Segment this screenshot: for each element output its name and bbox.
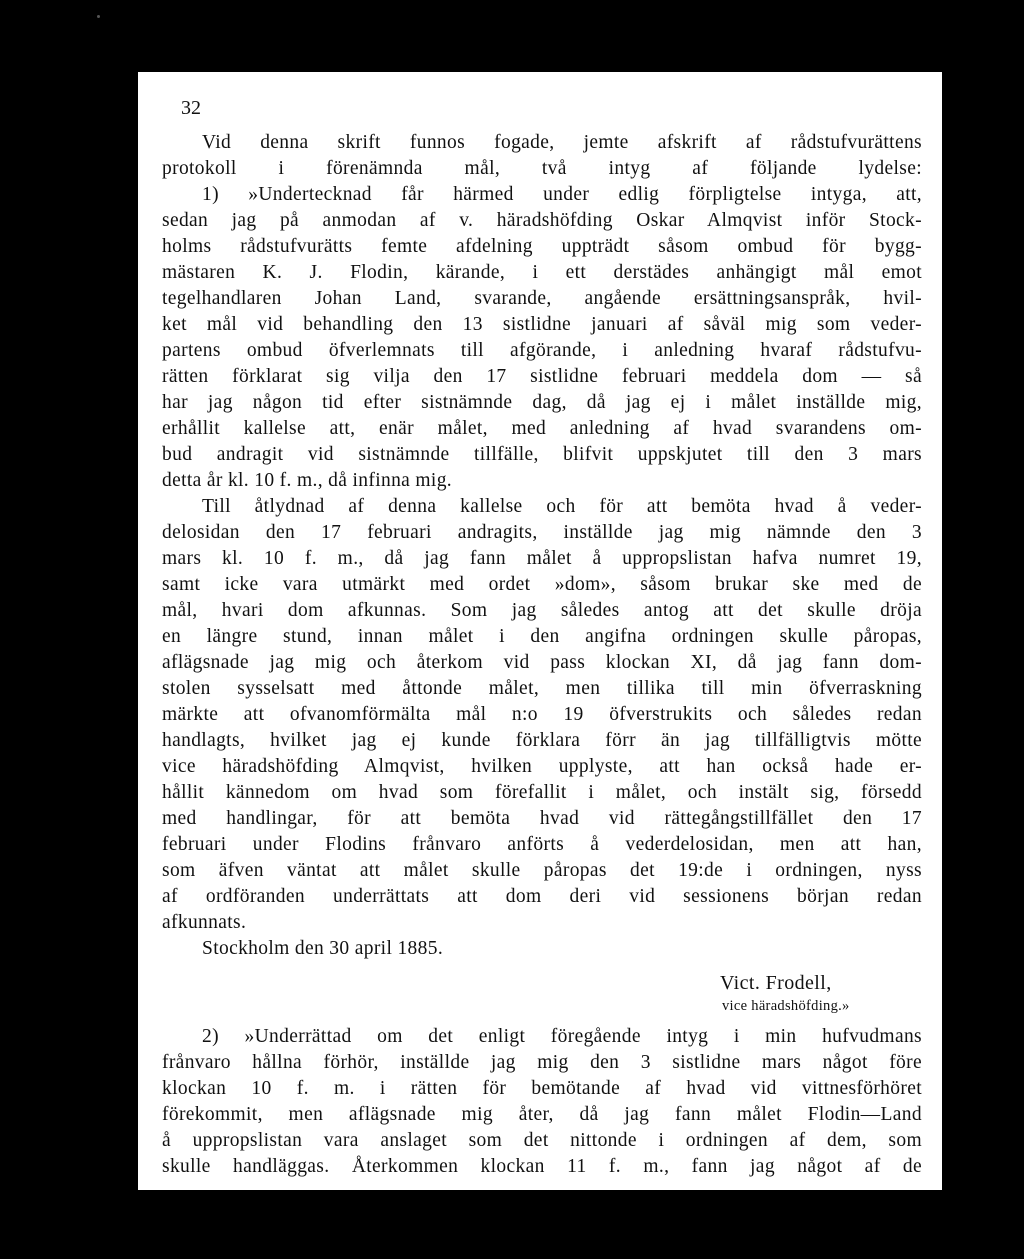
text-line: erhållit kallelse att, enär målet, med anledning af hvad svarandens om-: [162, 418, 922, 439]
text-line: märkte att ofvanomförmälta mål n:o 19 öfverstrukits och således redan: [162, 704, 922, 725]
text-line: mästaren K. J. Flodin, kärande, i ett derstädes anhängigt mål emot: [162, 262, 922, 283]
text-line: Vid denna skrift funnos fogade, jemte afskrift af rådstufvurättens: [202, 132, 922, 153]
text-line: klockan 10 f. m. i rätten för bemötande af hvad vid vittnesförhöret: [162, 1078, 922, 1099]
text-line: 2) »Underrättad om det enligt föregående intyg i min hufvudmans: [202, 1026, 922, 1047]
text-line: förekommit, men aflägsnade mig åter, då jag fann målet Flodin—Land: [162, 1104, 922, 1125]
text-line: bud andragit vid sistnämnde tillfälle, blifvit uppskjutet till den 3 mars: [162, 444, 922, 465]
signature-name: Vict. Frodell,: [720, 972, 832, 994]
text-line: partens ombud öfverlemnats till afgörande, i anledning hvaraf rådstufvu-: [162, 340, 922, 361]
text-line: frånvaro hållna förhör, inställde jag mig den 3 sistlidne mars något före: [162, 1052, 922, 1073]
text-line: protokoll i förenämnda mål, två intyg af följande lydelse:: [162, 158, 922, 179]
text-line: ket mål vid behandling den 13 sistlidne januari af såväl mig som veder-: [162, 314, 922, 335]
text-line: skulle handläggas. Återkommen klockan 11 f. m., fann jag något af de: [162, 1156, 922, 1177]
text-line: stolen sysselsatt med åttonde målet, men tillika till min öfverraskning: [162, 678, 922, 699]
text-line: afkunnats.: [162, 912, 247, 933]
text-line: handlagts, hvilket jag ej kunde förklara förr än jag tillfälligtvis mötte: [162, 730, 922, 751]
text-line: med handlingar, för att bemöta hvad vid rättegångstillfället den 17: [162, 808, 922, 829]
date-line: Stockholm den 30 april 1885.: [202, 938, 444, 959]
text-line: delosidan den 17 februari andragits, inställde jag mig nämnde den 3: [162, 522, 922, 543]
text-line: sedan jag på anmodan af v. häradshöfding Oskar Almqvist inför Stock-: [162, 210, 922, 231]
text-line: rätten förklarat sig vilja den 17 sistlidne februari meddela dom — så: [162, 366, 922, 387]
page-number: 32: [181, 97, 201, 119]
text-line: holms rådstufvurätts femte afdelning uppträdt såsom ombud för bygg-: [162, 236, 922, 257]
text-line: aflägsnade jag mig och återkom vid pass klockan XI, då jag fann dom-: [162, 652, 922, 673]
text-line: mål, hvari dom afkunnas. Som jag således antog att det skulle dröja: [162, 600, 922, 621]
document-page: [138, 72, 942, 1190]
text-line: som äfven väntat att målet skulle påropas det 19:de i ordningen, nyss: [162, 860, 922, 881]
text-line: detta år kl. 10 f. m., då infinna mig.: [162, 470, 453, 491]
text-line: vice häradshöfding Almqvist, hvilken upplyste, att han också hade er-: [162, 756, 922, 777]
text-line: mars kl. 10 f. m., då jag fann målet å uppropslistan hafva numret 19,: [162, 548, 922, 569]
text-line: februari under Flodins frånvaro anförts å vederdelosidan, men att han,: [162, 834, 922, 855]
text-line: å uppropslistan vara anslaget som det nittonde i ordningen af dem, som: [162, 1130, 922, 1151]
scan-speck: [97, 15, 100, 18]
text-line: Till åtlydnad af denna kallelse och för att bemöta hvad å veder-: [202, 496, 922, 517]
text-line: 1) »Undertecknad får härmed under edlig förpligtelse intyga, att,: [202, 184, 922, 205]
text-line: samt icke vara utmärkt med ordet »dom», såsom brukar ske med de: [162, 574, 922, 595]
text-line: hållit kännedom om hvad som förefallit i målet, och instält sig, försedd: [162, 782, 922, 803]
text-line: af ordföranden underrättats att dom deri vid sessionens början redan: [162, 886, 922, 907]
text-line: en längre stund, innan målet i den angifna ordningen skulle påropas,: [162, 626, 922, 647]
text-line: tegelhandlaren Johan Land, svarande, angående ersättningsanspråk, hvil-: [162, 288, 922, 309]
signature-title: vice häradshöfding.»: [722, 998, 850, 1014]
text-line: har jag någon tid efter sistnämnde dag, då jag ej i målet inställde mig,: [162, 392, 922, 413]
